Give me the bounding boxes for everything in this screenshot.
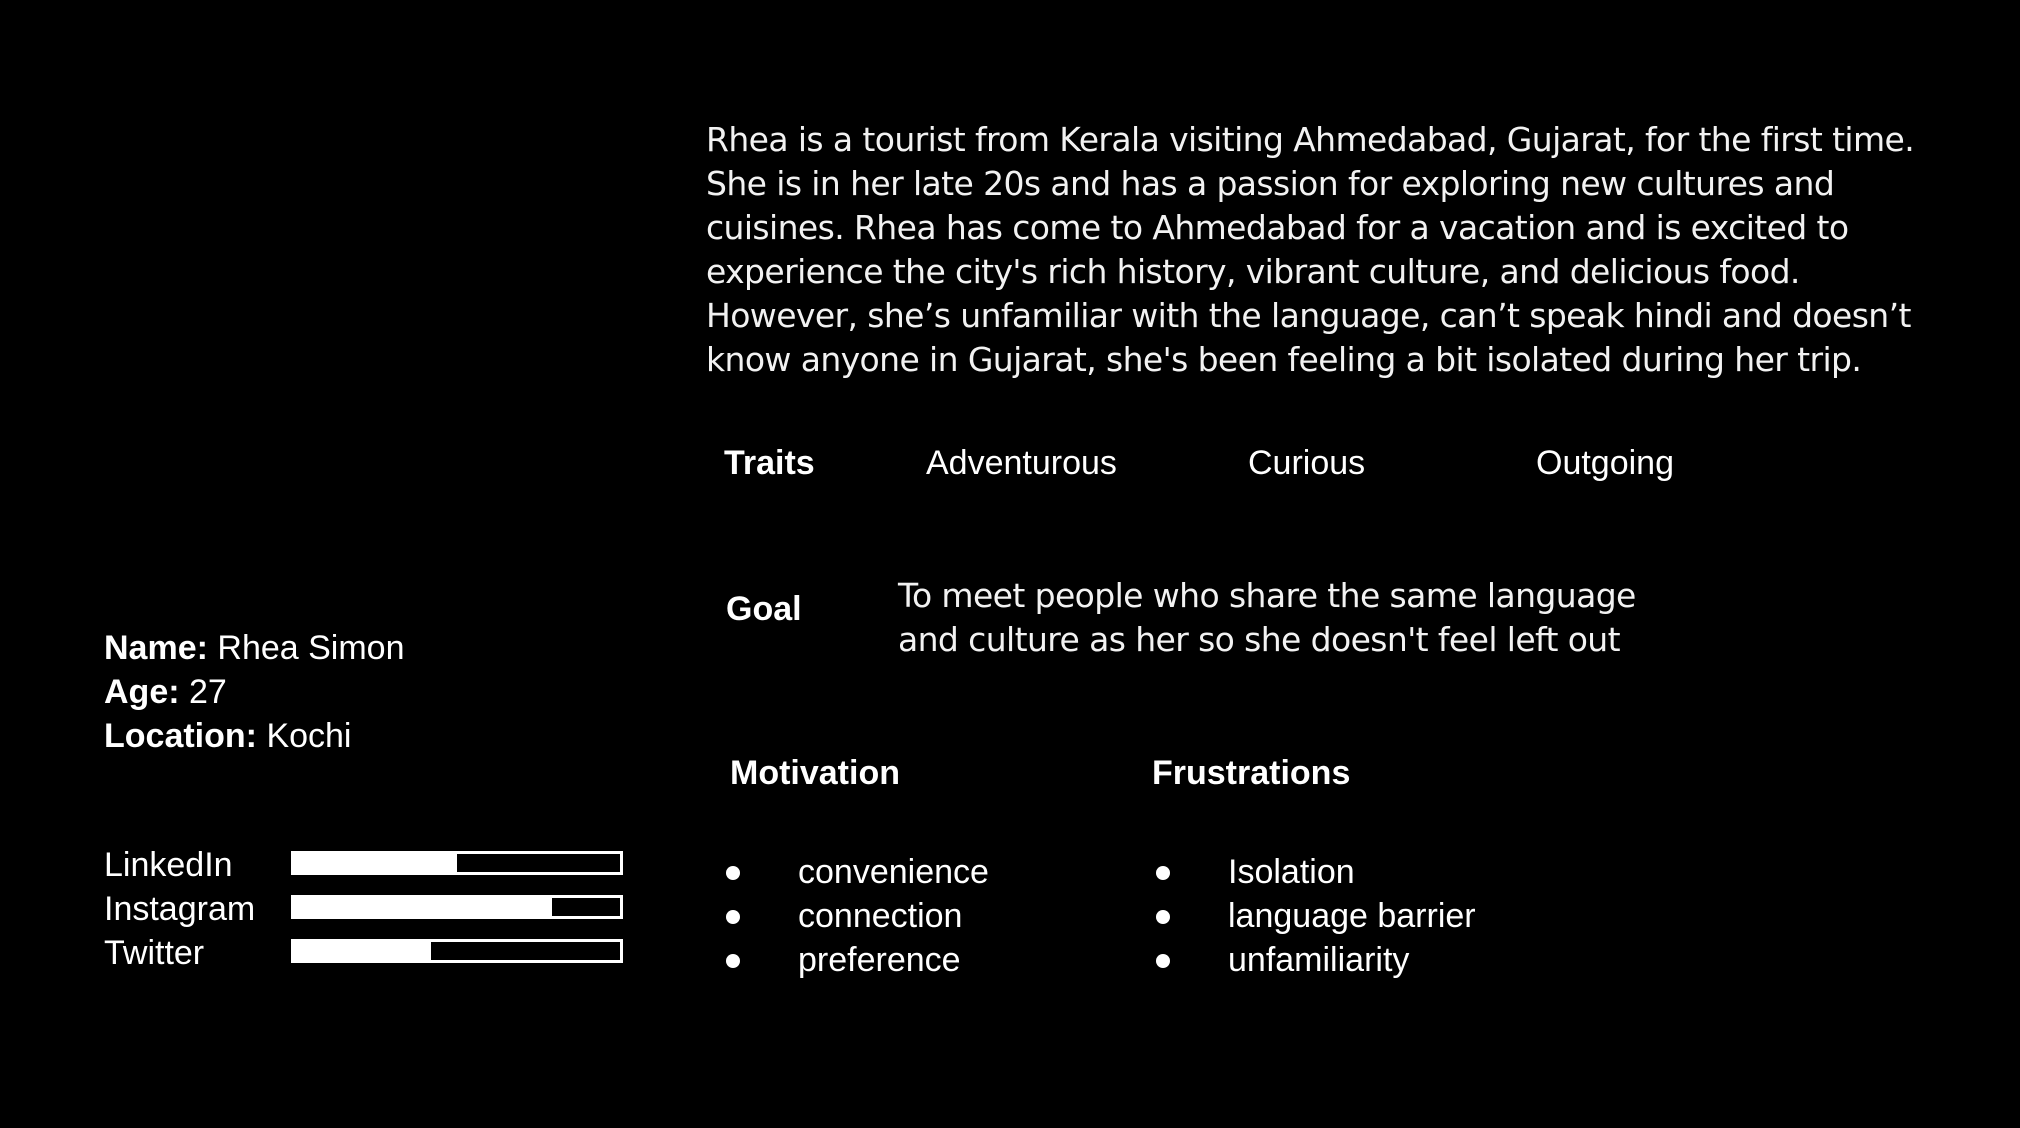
motivation-heading: Motivation <box>730 754 900 792</box>
motivation-item-label: convenience <box>798 853 989 891</box>
profile-info <box>104 626 405 758</box>
social-row-twitter <box>104 931 644 975</box>
goal-heading: Goal <box>726 590 802 628</box>
social-row-instagram <box>104 887 644 931</box>
usage-bar-fill <box>294 942 431 960</box>
social-name: Twitter <box>104 934 205 972</box>
list-item <box>1156 850 1576 894</box>
usage-bar <box>291 939 623 963</box>
trait-item: Outgoing <box>1536 444 1674 482</box>
location-value: Kochi <box>266 717 352 755</box>
list-item <box>726 938 1106 982</box>
frustration-item-label: unfamiliarity <box>1228 941 1410 979</box>
frustrations-heading: Frustrations <box>1152 754 1351 792</box>
profile-name-row <box>104 626 405 670</box>
social-name: Instagram <box>104 890 256 928</box>
name-value: Rhea Simon <box>217 629 405 667</box>
traits-heading: Traits <box>724 444 815 482</box>
list-item <box>1156 938 1576 982</box>
trait-item: Adventurous <box>926 444 1117 482</box>
usage-bar-fill <box>294 898 552 916</box>
age-value: 27 <box>189 673 227 711</box>
frustration-item-label: language barrier <box>1228 897 1476 935</box>
location-label: Location: <box>104 717 257 755</box>
bullet-icon <box>726 954 740 968</box>
bullet-icon <box>726 866 740 880</box>
usage-bar-fill <box>294 854 457 872</box>
name-label: Name: <box>104 629 208 667</box>
motivation-list <box>726 850 1106 982</box>
usage-bar <box>291 851 623 875</box>
list-item <box>726 850 1106 894</box>
motivation-item-label: connection <box>798 897 963 935</box>
profile-location-row <box>104 714 405 758</box>
profile-age-row <box>104 670 405 714</box>
age-label: Age: <box>104 673 180 711</box>
social-row-linkedin <box>104 843 644 887</box>
frustration-item-label: Isolation <box>1228 853 1355 891</box>
list-item <box>726 894 1106 938</box>
usage-bar <box>291 895 623 919</box>
motivation-item-label: preference <box>798 941 961 979</box>
bullet-icon <box>726 910 740 924</box>
bullet-icon <box>1156 910 1170 924</box>
trait-item: Curious <box>1248 444 1366 482</box>
bullet-icon <box>1156 954 1170 968</box>
goal-text: To meet people who share the same language and culture as her so she doesn't feel left out <box>898 576 1636 659</box>
bullet-icon <box>1156 866 1170 880</box>
persona-bio: Rhea is a tourist from Kerala visiting Ahmedabad, Gujarat, for the first time. She is in her late 20s and has a passion for exploring new cultures and cuisines. Rhea has come to Ahmedabad for a vacation and is excited to experience the city's rich history, vibrant culture, and delicious food. However, she’s unfamiliar with the language, can’t speak hindi and doesn’t know anyone in Gujarat, she's been feeling a bit isolated during her trip. <box>706 120 1915 379</box>
list-item <box>1156 894 1576 938</box>
frustrations-list <box>1156 850 1576 982</box>
social-name: LinkedIn <box>104 846 233 884</box>
social-usage <box>104 843 644 975</box>
